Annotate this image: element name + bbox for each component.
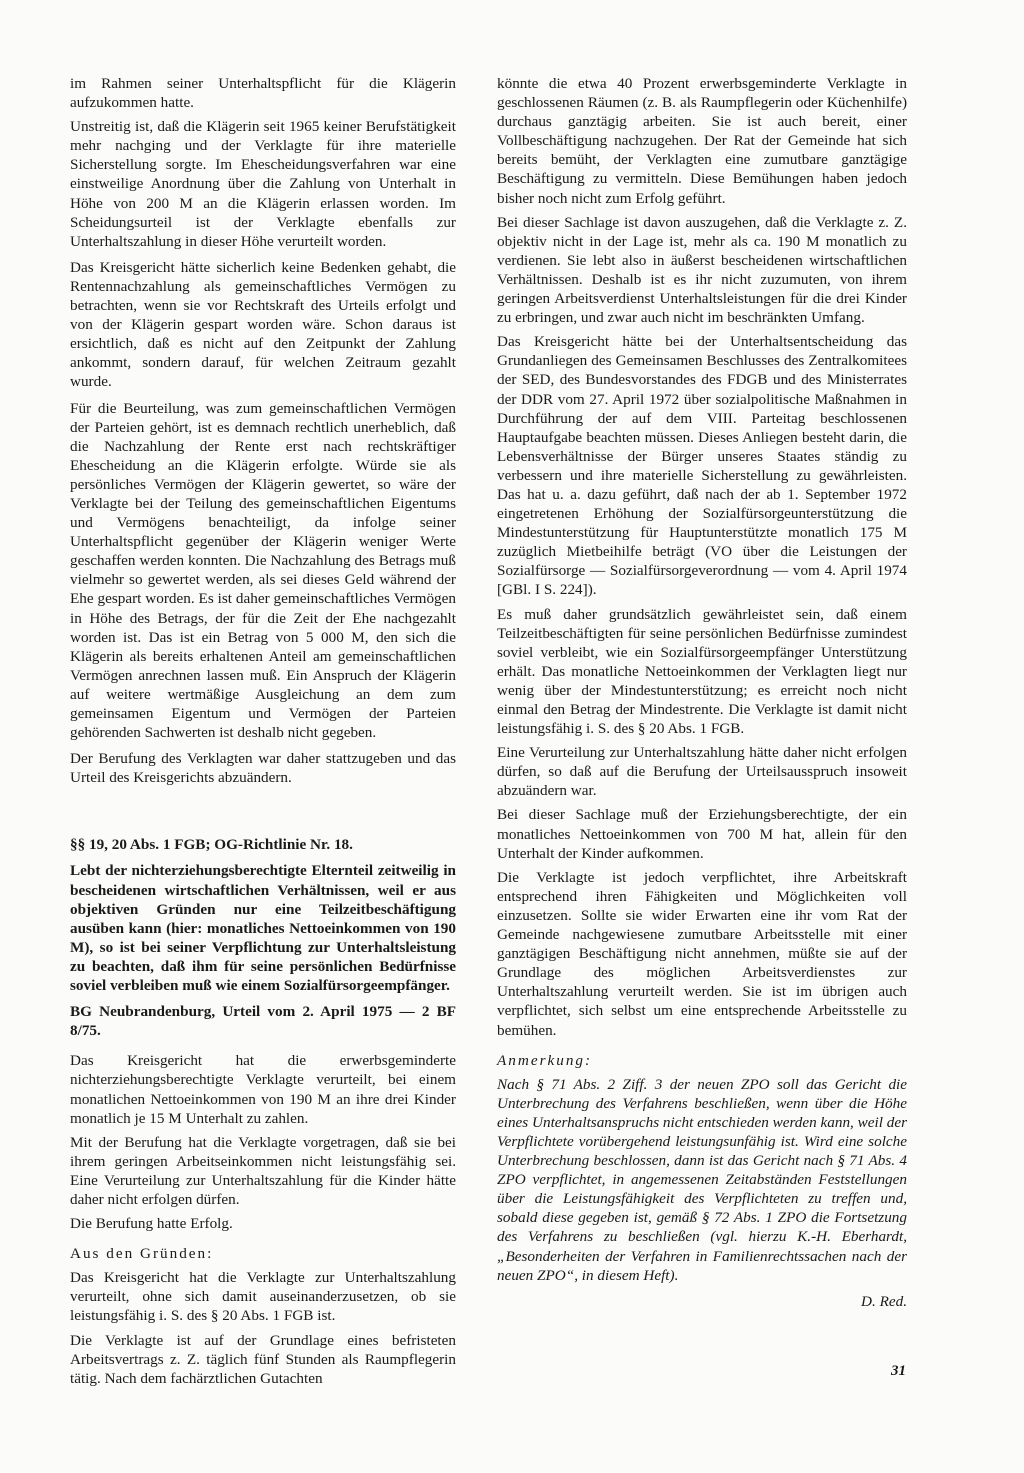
note-signature: D. Red. <box>861 1292 907 1310</box>
page-number: 31 <box>891 1363 906 1379</box>
paragraph: Bei dieser Sachlage ist davon auszugehen, daß die Verklagte z. Z. objektiv nicht in der Lage ist, mehr als ca. 190 M monatlich zu verdienen. Sie lebt also in äußerst bescheidenen wirtschaftlichen Verhältnissen. Deshalb ist es ihr nicht zuzumuten, von ihrem geringen Arbeitsverdienst Unterhaltsleistungen für die drei Kinder zu erbringen, und zwar auch nicht im beschränkten Umfang. <box>497 213 907 327</box>
paragraph: Eine Verurteilung zur Unterhaltszahlung hätte daher nicht erfolgen dürfen, so daß auf die Berufung der Urteilsausspruch insoweit abzuändern war. <box>497 744 907 800</box>
paragraph: Das Kreisgericht hätte sicherlich keine Bedenken gehabt, die Rentennachzahlung als gemeinschaftliches Vermögen zu betrachten, wenn sie vor Rechtskraft des Urteils erfolgt und von der Klägerin gespart worden wäre. Schon daraus ist ersichtlich, daß es nicht auf den Zeitpunkt der Zahlung ankommt, sondern darauf, für welchen Zeitraum gezahlt wurde. <box>70 258 456 391</box>
paragraph: Der Berufung des Verklagten war daher stattzugeben und das Urteil des Kreisgerichts abzuändern. <box>70 750 456 787</box>
paragraph: Unstreitig ist, daß die Klägerin seit 1965 keiner Berufstätigkeit mehr nachging und der Verklagte für ihre materielle Sicherstellung sorgte. Im Ehescheidungsverfahren war eine einstweilige Anordnung über die Zahlung von Unterhalt in Höhe von 200 M an die Klägerin erlassen worden. Im Scheidungsurteil ist der Verklagte ebenfalls zur Unterhaltszahlung in dieser Höhe verurteilt worden. <box>70 118 456 250</box>
paragraph: Das Kreisgericht hat die Verklagte zur Unterhaltszahlung verurteilt, ohne sich damit auseinanderzusetzen, ob sie leistungsfähig i. S. des § 20 Abs. 1 FGB ist. <box>70 1269 456 1325</box>
paragraph: Mit der Berufung hat die Verklagte vorgetragen, daß sie bei ihrem geringen Arbeitseinkommen nicht leistungsfähig sei. Eine Verurteilung zur Unterhaltszahlung für die Kinder hätte daher nicht erfolgen dürfen. <box>70 1133 456 1208</box>
paragraph: Die Verklagte ist auf der Grundlage eines befristeten Arbeitsvertrags z. Z. täglich fünf Stunden als Raumpflegerin tätig. Nach dem fachärztlichen Gutachten <box>70 1331 456 1387</box>
paragraph: Bei dieser Sachlage muß der Erziehungsberechtigte, der ein monatliches Nettoeinkommen von 700 M hat, allein für den Unterhalt der Kinder aufkommen. <box>497 806 907 862</box>
statute-reference: §§ 19, 20 Abs. 1 FGB; OG-Richtlinie Nr. 18. <box>70 836 353 854</box>
editorial-note: Nach § 71 Abs. 2 Ziff. 3 der neuen ZPO soll das Gericht die Unterbrechung des Verfahrens beschließen, wenn über die Höhe eines Unterhaltsanspruchs nicht entschieden werden kann, weil der Verpflichtete vorübergehend leistungsunfähig ist. Wird eine solche Unterbrechung beschlossen, dann ist das Gericht nach § 71 Abs. 4 ZPO verpflichtet, in angemessenen Zeitabständen Feststellungen über die Leistungsfähigkeit des Verpflichteten zu treffen und, sobald diese gegeben ist, gemäß § 72 Abs. 1 ZPO die Fortsetzung des Verfahrens zu beschließen (vgl. hierzu K.-H. Eberhardt, „Besonderheiten der Verfahren in Familienrechtssachen nach der neuen ZPO“, in diesem Heft). <box>497 1075 907 1284</box>
reasons-heading: Aus den Gründen: <box>70 1245 214 1263</box>
paragraph: Die Berufung hatte Erfolg. <box>70 1215 233 1233</box>
headnote: Lebt der nichterziehungsberechtigte Elternteil zeitweilig in bescheidenen wirtschaftlichen Verhältnissen, weil er aus objektiven Gründen nur eine Teilzeitbeschäftigung ausüben kann (hier: monatliches Nettoeinkommen von 190 M), so ist bei seiner Verpflichtung zur Unterhaltsleistung zu beachten, daß ihm für seine persönlichen Bedürfnisse soviel verbleiben muß wie einem Sozialfürsorgeempfänger. <box>70 862 456 995</box>
right-column <box>497 74 907 1311</box>
paragraph: Es muß daher grundsätzlich gewährleistet sein, daß einem Teilzeitbeschäftigten für seine persönlichen Bedürfnisse zumindest soviel verbleibt, wie ein Sozialfürsorgeempfänger Unterstützung erhält. Das monatliche Nettoeinkommen der Verklagten liegt nur wenig über der Mindestunterstützung; es erreicht noch nicht einmal den Betrag der Mindestrente. Die Verklagte ist damit nicht leistungsfähig i. S. des § 20 Abs. 1 FGB. <box>497 605 907 738</box>
paragraph: im Rahmen seiner Unterhaltspflicht für die Klägerin aufzukommen hatte. <box>70 75 456 112</box>
paragraph: Für die Beurteilung, was zum gemeinschaftlichen Vermögen der Parteien gehört, ist es demnach rechtlich unerheblich, daß die Nachzahlung der Rente erst nach rechtskräftiger Ehescheidung an die Klägerin erfolgte. Würde sie als persönliches Vermögen der Klägerin gewertet, so wäre der Verklagte bei der Teilung des gemeinschaftlichen Eigentums und Vermögens benachteiligt, da infolge seiner Unterhaltspflicht gegenüber der Klägerin weniger Werte geschaffen werden konnten. Die Nachzahlung des Betrags muß vielmehr so gewertet werden, als sei dieses Geld während der Ehe gespart worden. Es ist daher gemeinschaftliches Vermögen in Höhe des Betrags, der für die Zeit der Ehe nachgezahlt worden ist. Das ist ein Betrag von 5 000 M, den sich die Klägerin als bereits erhaltenen Anteil am gemeinschaftlichen Vermögen anrechnen lassen muß. Ein Anspruch der Klägerin auf weitere wertmäßige Ausgleichung an dem zum gemeinsamen Eigentum und Vermögen der Parteien gehörenden Sachwerten ist deshalb nicht gegeben. <box>70 399 456 742</box>
paragraph: Die Verklagte ist jedoch verpflichtet, ihre Arbeitskraft entsprechend ihren Fähigkeiten und Möglichkeiten voll einzusetzen. Sollte sie wider Erwarten eine ihr vom Rat der Gemeinde nachgewiesene zumutbare Arbeitsstelle mit einer ganztägigen Beschäftigung nicht annehmen, müßte sie auf der Grundlage des möglichen Arbeitsverdienstes zur Unterhaltszahlung verurteilt werden. Sie ist im übrigen auch verpflichtet, sich selbst um eine entsprechende Arbeitsstelle zu bemühen. <box>497 868 907 1039</box>
paragraph: könnte die etwa 40 Prozent erwerbsgeminderte Verklagte in geschlossenen Räumen (z. B. als Raumpflegerin oder Küchenhilfe) durchaus ganztägig arbeiten. Sie ist auch bereit, einer Vollbeschäftigung nachzugehen. Der Rat der Gemeinde hat sich bereits bemüht, der Verklagten eine zumutbare ganztägige Beschäftigung zu vermitteln. Diese Bemühungen haben jedoch bisher noch nicht zum Erfolg geführt. <box>497 75 907 207</box>
paragraph: Das Kreisgericht hätte bei der Unterhaltsentscheidung das Grundanliegen des Gemeinsamen Beschlusses des Zentralkomitees der SED, des Bundesvorstandes des FDGB und des Ministerrates der DDR vom 27. April 1972 über sozialpolitische Maßnahmen in Durchführung der auf dem VIII. Parteitag beschlossenen Hauptaufgabe beachten müssen. Dieses Anliegen besteht darin, die Lebensverhältnisse der Bürger unseres Staates ständig zu verbessern und ihre materielle Sicherstellung zu gewährleisten. Das hat u. a. dazu geführt, daß nach der ab 1. September 1972 eingetretenen Erhöhung der Sozialfürsorgeunterstützung die Mindestunterstützung für Hauptunterstützte monatlich 175 M zuzüglich Mietbeihilfe beträgt (VO über die Leistungen der Sozialfürsorge — Sozialfürsorgeverordnung — vom 4. April 1974 [GBl. I S. 224]). <box>497 333 907 599</box>
note-heading: Anmerkung: <box>497 1051 593 1069</box>
paragraph: Das Kreisgericht hat die erwerbsgeminderte nichterziehungsberechtigte Verklagte verurteilt, bei einem monatlichen Nettoeinkommen von 190 M an ihre drei Kinder monatlich je 15 M Unterhalt zu zahlen. <box>70 1052 456 1127</box>
case-citation: BG Neubrandenburg, Urteil vom 2. April 1975 — 2 BF 8/75. <box>70 1003 456 1040</box>
left-column <box>70 74 456 1388</box>
